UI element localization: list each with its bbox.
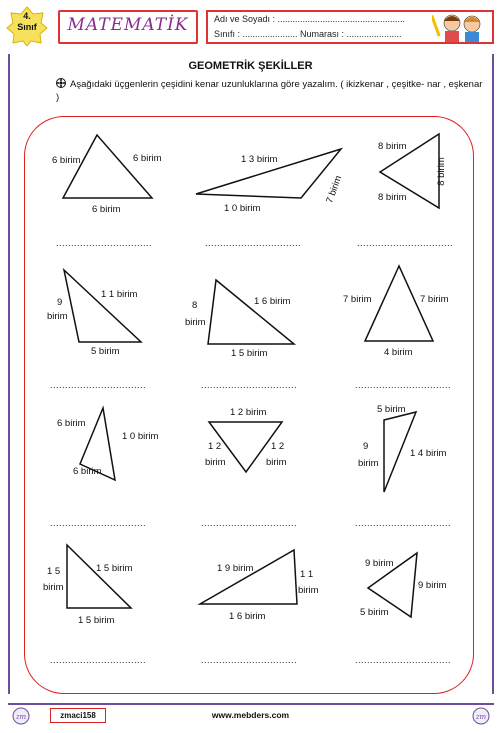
t12-label-right: 9 birim xyxy=(418,580,447,591)
worksheet-code: zmaci158 xyxy=(50,708,106,723)
t9-label-left-num: 9 xyxy=(363,441,369,452)
t3-label-bottom: 8 birim xyxy=(378,192,407,203)
t8-label-right-unit: birim xyxy=(266,457,287,468)
t6-label-left: 7 birim xyxy=(343,294,372,305)
t8-label-left-unit: birim xyxy=(205,457,226,468)
triangle-11 xyxy=(200,550,297,604)
t4-label-left-unit: birim xyxy=(47,311,68,322)
name-field[interactable]: Adı ve Soyadı : ................................................... xyxy=(214,14,406,24)
t8-label-right-num: 1 2 xyxy=(271,441,285,452)
t4-label-bottom: 5 birim xyxy=(91,346,120,357)
zm-logo-right-icon xyxy=(472,707,490,725)
t4-label-left-num: 9 xyxy=(57,297,63,308)
t10-label-bottom: 1 5 birim xyxy=(78,615,115,626)
answer-line-4[interactable]: ................................ xyxy=(50,380,147,390)
t1-label-left: 6 birim xyxy=(52,155,81,166)
t11-label-bottom: 1 6 birim xyxy=(229,611,266,622)
answer-line-9[interactable]: ................................ xyxy=(355,518,452,528)
t2-label-top: 1 3 birim xyxy=(241,154,278,165)
answer-line-5[interactable]: ................................ xyxy=(201,380,298,390)
website-link[interactable]: www.mebders.com xyxy=(211,710,290,720)
answer-line-7[interactable]: ................................ xyxy=(50,518,147,528)
t10-label-left-unit: birim xyxy=(43,582,64,593)
t6-label-bottom: 4 birim xyxy=(384,347,413,358)
triangle-10 xyxy=(67,545,131,608)
t5-label-bottom: 1 5 birim xyxy=(231,348,268,359)
t7-label-left: 6 birim xyxy=(57,418,86,429)
t7-label-right: 1 0 birim xyxy=(122,431,159,442)
sheet-title: GEOMETRİK ŞEKİLLER xyxy=(188,60,313,72)
t9-label-top: 5 birim xyxy=(377,404,406,415)
t2-label-right: 7 birim xyxy=(324,174,345,205)
t6-label-right: 7 birim xyxy=(420,294,449,305)
answer-line-1[interactable]: ................................ xyxy=(56,238,153,248)
t8-label-left-num: 1 2 xyxy=(208,441,222,452)
answer-line-10[interactable]: ................................ xyxy=(50,655,147,665)
answer-line-8[interactable]: ................................ xyxy=(201,518,298,528)
t2-label-bottom: 1 0 birim xyxy=(224,203,261,214)
answer-line-3[interactable]: ................................ xyxy=(357,238,454,248)
class-number-field[interactable]: Sınıfı : ...................... Numarası : ...................... xyxy=(214,29,402,39)
t5-label-left-num: 8 xyxy=(192,300,198,311)
answer-line-2[interactable]: ................................ xyxy=(205,238,302,248)
t4-label-right: 1 1 birim xyxy=(101,289,138,300)
t5-label-right: 1 6 birim xyxy=(254,296,291,307)
zm-logo-right-text: zm xyxy=(475,713,487,721)
zm-logo-left-text: zm xyxy=(15,713,27,721)
instruction-body: Aşağıdaki üçgenlerin çeşidini kenar uzunluklarına göre yazalım. ( ikizkenar , çeşitke- nar , eşkenar ) xyxy=(56,79,483,103)
answer-line-11[interactable]: ................................ xyxy=(201,655,298,665)
answer-line-12[interactable]: ................................ xyxy=(355,655,452,665)
t3-label-top: 8 birim xyxy=(378,141,407,152)
t3-label-right: 8 birim xyxy=(435,157,447,186)
t11-label-right-num: 1 1 xyxy=(300,569,314,580)
t10-label-left-num: 1 5 xyxy=(47,566,61,577)
triangle-4 xyxy=(64,270,141,342)
t12-label-top: 9 birim xyxy=(365,558,394,569)
t11-label-top: 1 9 birim xyxy=(217,563,254,574)
triangle-5 xyxy=(208,280,294,344)
t8-label-top: 1 2 birim xyxy=(230,407,267,418)
grade-word: Sınıf xyxy=(17,22,37,32)
t10-label-right: 1 5 birim xyxy=(96,563,133,574)
triangle-1 xyxy=(63,135,152,198)
t11-label-right-unit: birim xyxy=(298,585,319,596)
t1-label-bottom: 6 birim xyxy=(92,204,121,215)
grade-number: 4. xyxy=(23,11,31,21)
t1-label-right: 6 birim xyxy=(133,153,162,164)
t9-label-right: 1 4 birim xyxy=(410,448,447,459)
t5-label-left-unit: birim xyxy=(185,317,206,328)
answer-line-6[interactable]: ................................ xyxy=(355,380,452,390)
subject-title: MATEMATİK xyxy=(67,15,189,35)
t7-label-bottom: 6 birim xyxy=(73,466,102,477)
footer-rule xyxy=(8,703,494,705)
t9-label-left-unit: birim xyxy=(358,458,379,469)
t12-label-bottom: 5 birim xyxy=(360,607,389,618)
